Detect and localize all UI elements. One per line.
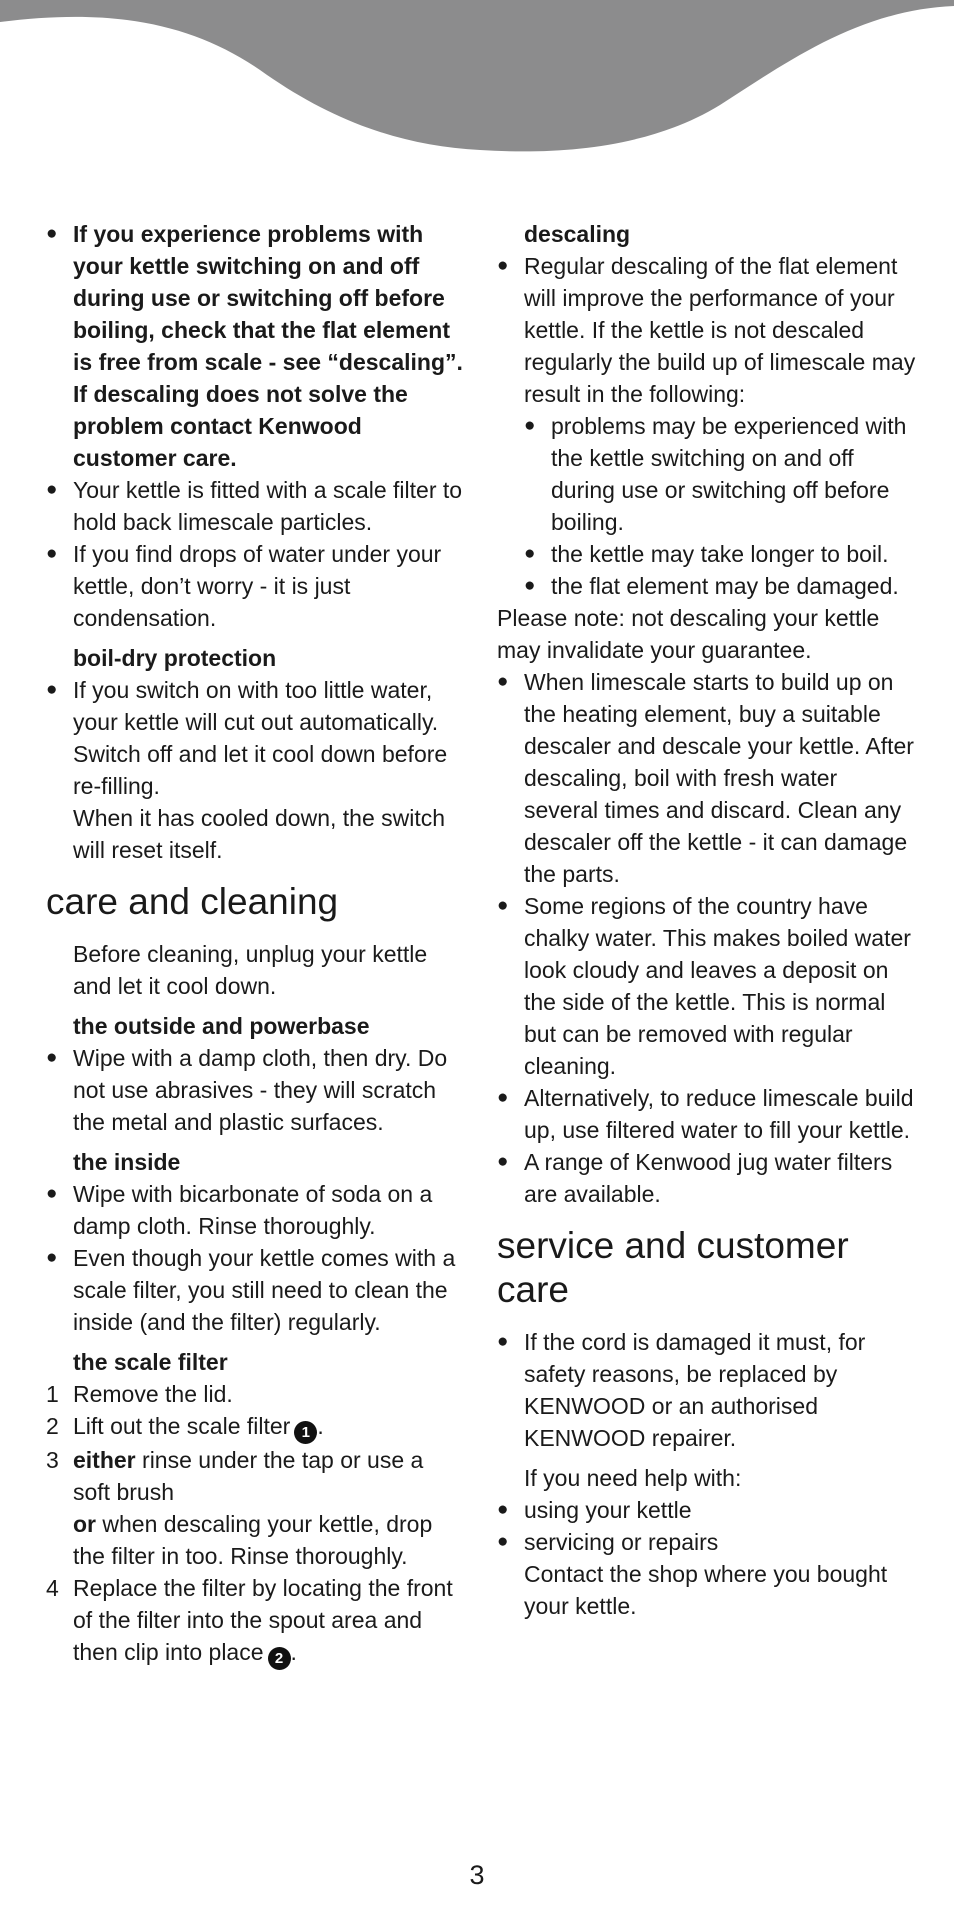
guarantee-note: Please note: not descaling your kettle may invalidate your guarantee. bbox=[497, 605, 880, 663]
sub-item-switching: ● problems may be experienced with the kettle switching on and off during use or switching off before boiling. bbox=[497, 410, 917, 538]
figure-ref-2-icon: 2 bbox=[268, 1647, 291, 1670]
list-item-jug-filters: ● A range of Kenwood jug water filters are available. bbox=[497, 1146, 917, 1210]
scale-filter-heading: the scale filter bbox=[73, 1349, 228, 1375]
step-text: when descaling your kettle, drop the filter in too. Rinse thoroughly. bbox=[73, 1511, 433, 1569]
outside-heading: the outside and powerbase bbox=[73, 1013, 370, 1039]
list-item-using-kettle: ● using your kettle bbox=[497, 1494, 917, 1526]
help-intro: If you need help with: bbox=[524, 1465, 742, 1491]
sub-item-longer-boil: ● the kettle may take longer to boil. bbox=[497, 538, 917, 570]
step-number: 1 bbox=[46, 1381, 59, 1407]
step-4: 4 Replace the filter by locating the front of the filter into the spout area and then clip into place 2 . bbox=[46, 1572, 466, 1670]
inside-heading: the inside bbox=[73, 1149, 181, 1175]
list-item-chalky-water: ● Some regions of the country have chalky water. This makes boiled water look cloudy and leaves a deposit on the side of the kettle. This is normal but can be removed with regular cleaning. bbox=[497, 890, 917, 1082]
step-keyword-either: either bbox=[73, 1447, 136, 1473]
step-number: 3 bbox=[46, 1447, 59, 1473]
boil-dry-heading: boil-dry protection bbox=[73, 645, 277, 671]
header-wave-decoration bbox=[0, 0, 954, 160]
page-number: 3 bbox=[469, 1860, 485, 1890]
step-number: 4 bbox=[46, 1575, 59, 1601]
contact-text: Contact the shop where you bought your kettle. bbox=[524, 1561, 888, 1619]
right-column bbox=[497, 218, 917, 1622]
step-number: 2 bbox=[46, 1413, 59, 1439]
step-keyword-or: or bbox=[73, 1511, 96, 1537]
list-item-scale-filter: ● Your kettle is fitted with a scale filter to hold back limescale particles. bbox=[46, 474, 466, 538]
step-text: Lift out the scale filter bbox=[73, 1413, 291, 1439]
list-item-descaler: ● When limescale starts to build up on the heating element, buy a suitable descaler and descale your kettle. After descaling, boil with fresh water several times and discard. Clean any descaler off the kettle - it can damage the parts. bbox=[497, 666, 917, 890]
list-item-switching-problem: ● If you experience problems with your kettle switching on and off during use or switching off before boiling, check that the flat element is free from scale - see “descaling”. If descaling does not solve the problem contact Kenwood customer care. bbox=[46, 218, 466, 474]
list-item-servicing: ● servicing or repairs bbox=[497, 1526, 917, 1558]
list-item-regular-descaling: ● Regular descaling of the flat element will improve the performance of your kettle. If the kettle is not descaled regularly the build up of limescale may result in the following: bbox=[497, 250, 917, 410]
descaling-heading: descaling bbox=[524, 221, 631, 247]
figure-ref-1-icon: 1 bbox=[294, 1421, 317, 1444]
step-2: 2 Lift out the scale filter 1 . bbox=[46, 1410, 466, 1444]
left-column bbox=[46, 218, 466, 1670]
step-text: rinse under the tap or use a soft brush bbox=[73, 1447, 424, 1505]
step-text: Replace the filter by locating the front of the filter into the spout area and then clip into place bbox=[73, 1575, 453, 1665]
service-heading: service and customer care bbox=[497, 1225, 849, 1310]
list-item-filtered-water: ● Alternatively, to reduce limescale build up, use filtered water to fill your kettle. bbox=[497, 1082, 917, 1146]
list-item-condensation: ● If you find drops of water under your kettle, don’t worry - it is just condensation. bbox=[46, 538, 466, 634]
step-1 bbox=[46, 1378, 466, 1410]
list-item-outside: ● Wipe with a damp cloth, then dry. Do not use abrasives - they will scratch the metal and plastic surfaces. bbox=[46, 1042, 466, 1138]
list-item-bicarbonate: ● Wipe with bicarbonate of soda on a damp cloth. Rinse thoroughly. bbox=[46, 1178, 466, 1242]
care-intro: Before cleaning, unplug your kettle and let it cool down. bbox=[73, 941, 428, 999]
care-cleaning-heading: care and cleaning bbox=[46, 881, 339, 922]
sub-item-element-damage: ● the flat element may be damaged. bbox=[497, 570, 917, 602]
step-3 bbox=[46, 1444, 466, 1572]
list-item-clean-inside: ● Even though your kettle comes with a scale filter, you still need to clean the inside (and the filter) regularly. bbox=[46, 1242, 466, 1338]
list-item-cord-damage: ● If the cord is damaged it must, for safety reasons, be replaced by KENWOOD or an authorised KENWOOD repairer. bbox=[497, 1326, 917, 1454]
list-item-boil-dry: ● If you switch on with too little water, your kettle will cut out automatically. Switch off and let it cool down before re-filling. bbox=[46, 674, 466, 802]
boil-dry-continuation: When it has cooled down, the switch will reset itself. bbox=[73, 805, 446, 863]
step-text: Remove the lid. bbox=[73, 1381, 233, 1407]
